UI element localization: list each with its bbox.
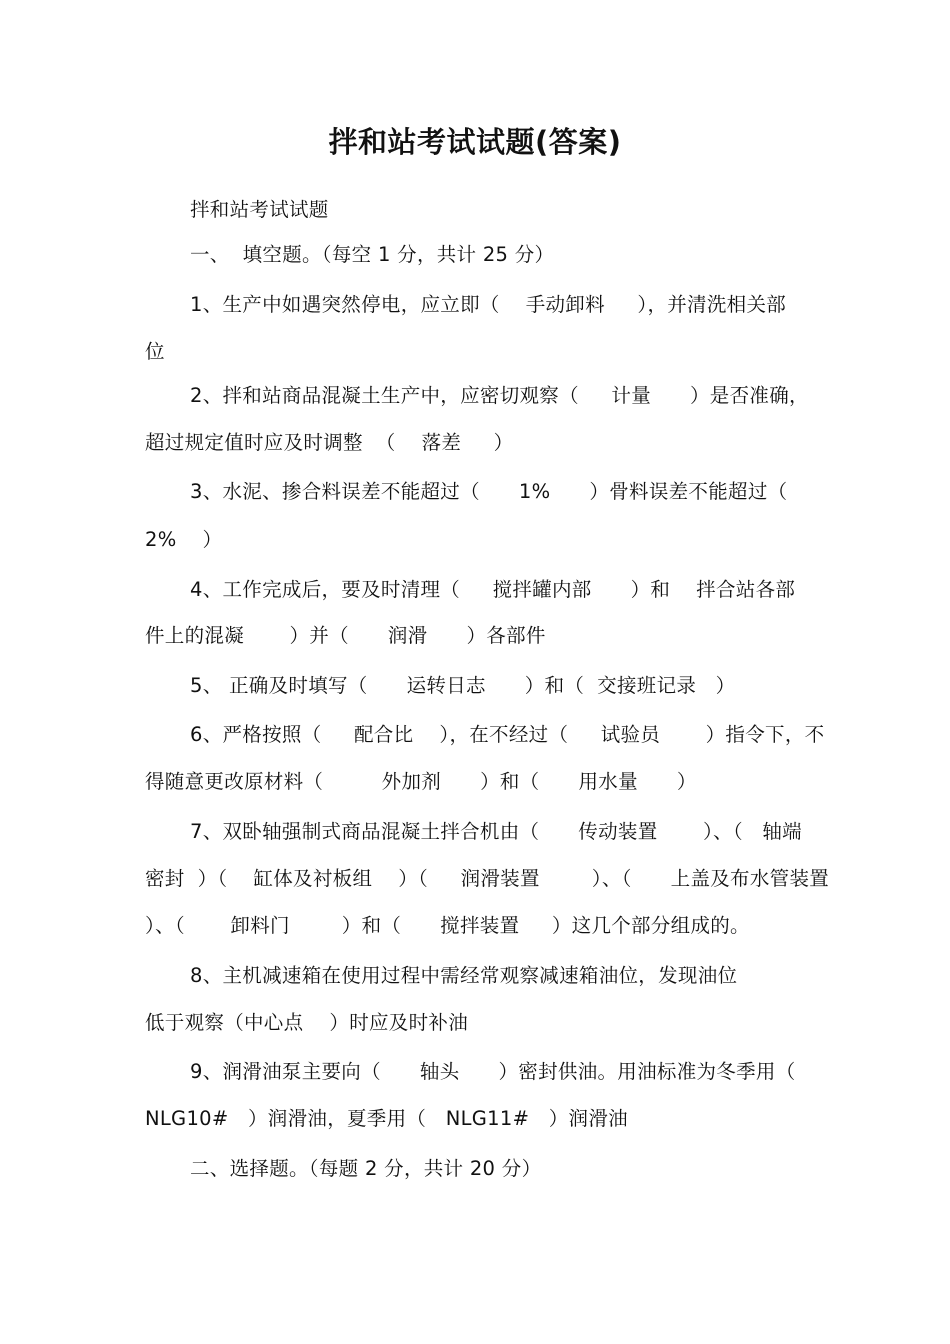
subtitle-line: 拌和站考试试题 (190, 198, 329, 221)
question-7-line-3: ）、（ 卸料门 ）和（ 搅拌装置 ）这几个部分组成的。 (145, 914, 750, 937)
question-8-line-1: 8、主机减速箱在使用过程中需经常观察减速箱油位，发现油位 (190, 964, 738, 987)
question-6-line-1: 6、严格按照（ 配合比 ），在不经过（ 试验员 ）指令下，不 (190, 723, 825, 746)
question-7-line-2: 密封 ）（ 缸体及衬板组 ）（ 润滑装置 ）、（ 上盖及布水管装置 (145, 867, 830, 890)
question-7-line-1: 7、双卧轴强制式商品混凝土拌合机由（ 传动装置 ）、（ 轴端 (190, 820, 802, 843)
section-heading-multiple-choice: 二、选择题。（每题 2 分，共计 20 分） (190, 1157, 542, 1180)
question-5-line: 5、 正确及时填写（ 运转日志 ）和（ 交接班记录 ） (190, 674, 736, 697)
question-1-line-2: 位 (145, 340, 165, 363)
question-8-line-2: 低于观察（中心点 ）时应及时补油 (145, 1011, 468, 1034)
question-2-line-1: 2、拌和站商品混凝土生产中，应密切观察（ 计量 ）是否准确， (190, 384, 809, 407)
question-3-line-1: 3、水泥、掺合料误差不能超过（ 1% ）骨料误差不能超过（ (190, 480, 788, 503)
section-heading-fill-blank: 一、 填空题。（每空 1 分，共计 25 分） (190, 243, 555, 266)
question-2-line-2: 超过规定值时应及时调整 （ 落差 ） (145, 431, 514, 454)
document-title: 拌和站考试试题(答案) (328, 125, 622, 159)
question-9-line-1: 9、润滑油泵主要向（ 轴头 ）密封供油。用油标准为冬季用（ (190, 1060, 796, 1083)
question-4-line-2: 件上的混凝 ）并（ 润滑 ）各部件 (145, 624, 546, 647)
question-9-line-2: NLG10# ）润滑油，夏季用（ NLG11# ）润滑油 (145, 1107, 628, 1130)
question-1-line-1: 1、生产中如遇突然停电，应立即（ 手动卸料 ），并清洗相关部 (190, 293, 787, 316)
question-4-line-1: 4、工作完成后，要及时清理（ 搅拌罐内部 ）和 拌合站各部 (190, 578, 796, 601)
question-3-line-2: 2% ） (145, 528, 223, 551)
question-6-line-2: 得随意更改原材料（ 外加剂 ）和（ 用水量 ） (145, 770, 697, 793)
